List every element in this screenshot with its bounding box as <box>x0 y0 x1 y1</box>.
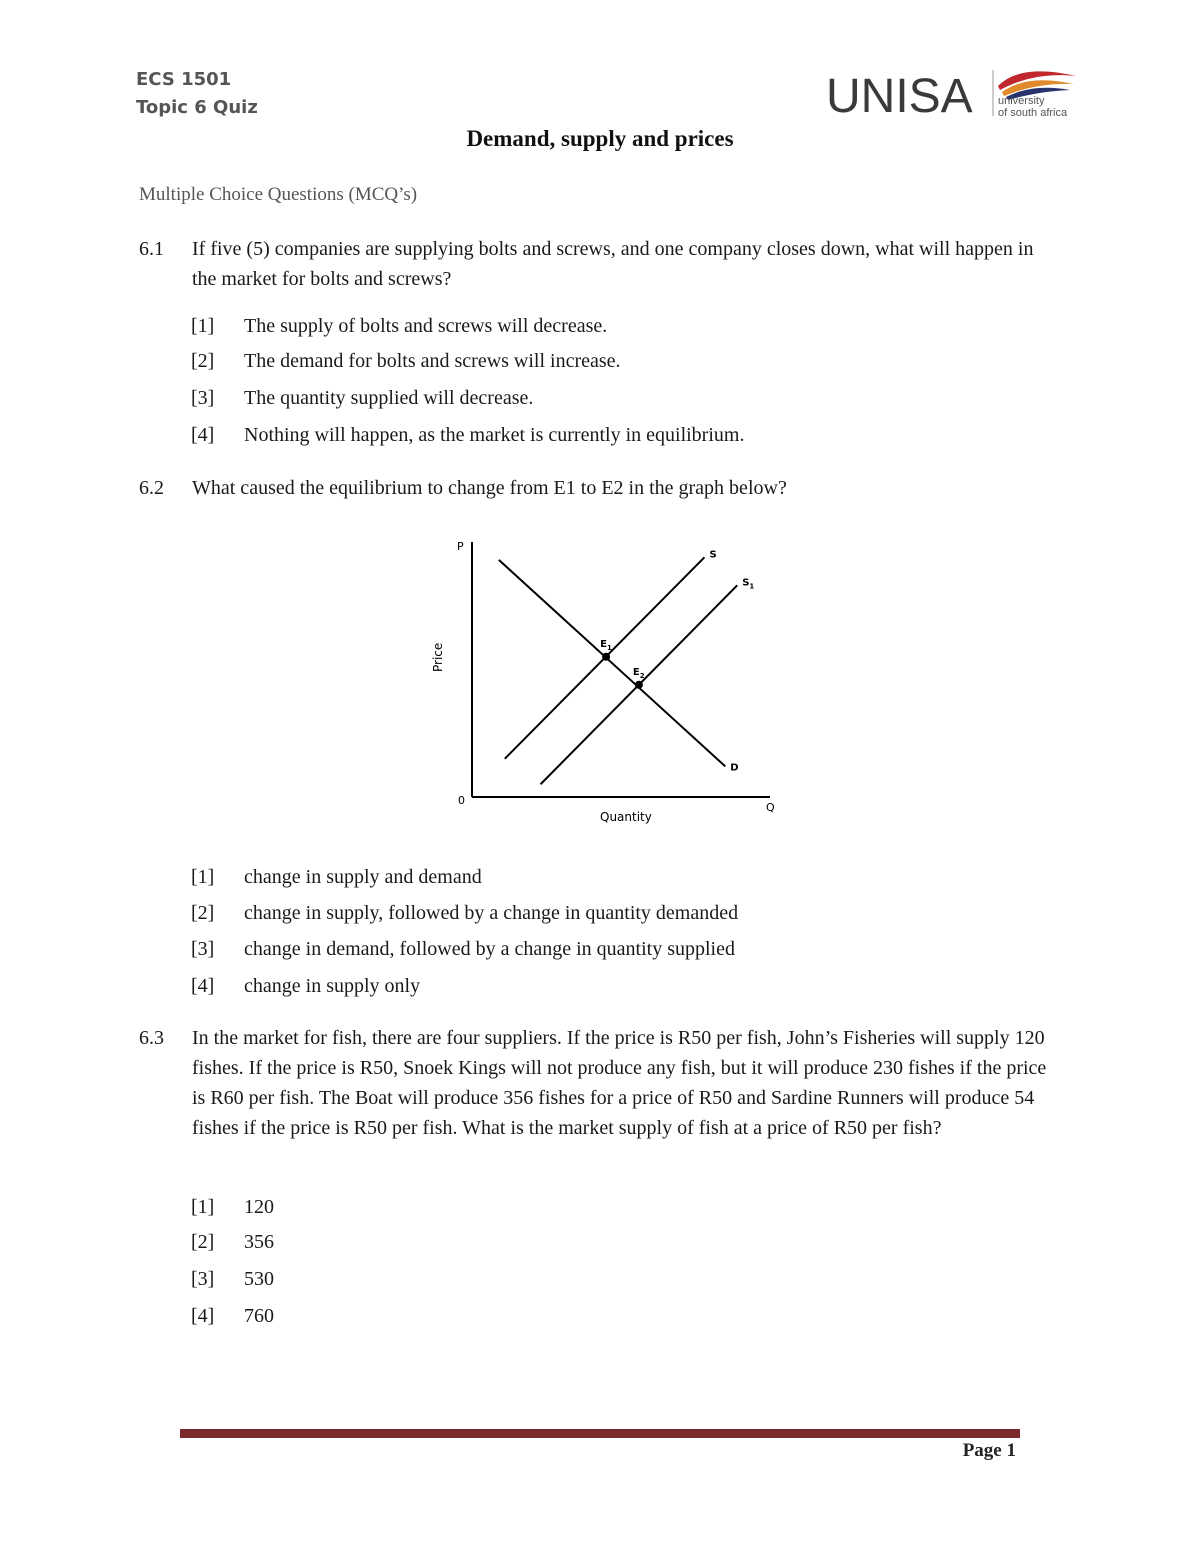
option-6-2-1 <box>191 862 482 892</box>
option-code: [3] <box>191 387 215 409</box>
question-text: In the market for fish, there are four suppliers. If the price is R50 per fish, John’s Fisheries will supply 120 fishes. If the price is R50, Snoek Kings will not produce any fish, but it will produce 230 fishes if the price is R60 per fish. The Boat will produce 356 fishes for a price of R50 and Sardine Runners will produce 54 fishes if the price is R50 per fish. What is the market supply of fish at a price of R50 per fish? <box>192 1027 1047 1139</box>
series-d-label: D <box>730 762 739 774</box>
option-code: [3] <box>191 938 215 960</box>
point-e1 <box>602 653 610 661</box>
option-text: Nothing will happen, as the market is currently in equilibrium. <box>244 424 745 446</box>
option-code: [2] <box>191 1231 215 1253</box>
option-code: [2] <box>191 350 215 372</box>
option-text: The quantity supplied will decrease. <box>244 387 534 409</box>
logo-wordmark: UNISA <box>826 70 973 120</box>
option-text: The demand for bolts and screws will increase. <box>244 350 621 372</box>
option-text: The supply of bolts and screws will decrease. <box>244 315 608 337</box>
option-code: [1] <box>191 1196 215 1218</box>
course-code: ECS 1501 <box>136 69 232 90</box>
option-6-3-4 <box>191 1301 274 1331</box>
x-axis-label: Quantity <box>600 810 652 824</box>
question-number: 6.3 <box>139 1027 164 1049</box>
page-title: Demand, supply and prices <box>466 126 734 151</box>
question-number: 6.2 <box>139 477 164 499</box>
option-6-1-3 <box>191 383 533 413</box>
question-number: 6.1 <box>139 238 164 260</box>
unisa-logo <box>826 64 1078 120</box>
series-d-line <box>499 560 725 767</box>
point-e2 <box>635 681 643 689</box>
option-text: 356 <box>244 1231 274 1253</box>
option-text: change in demand, followed by a change in quantity supplied <box>244 938 735 960</box>
option-text: change in supply only <box>244 975 421 997</box>
option-6-3-3 <box>191 1264 274 1294</box>
option-6-2-3 <box>191 934 735 964</box>
x-axis-letter: Q <box>766 801 775 814</box>
footer-rule <box>180 1429 1020 1438</box>
origin-label: 0 <box>458 794 465 807</box>
option-code: [4] <box>191 424 215 446</box>
point-e1-label: $E_1$ <box>600 638 612 652</box>
option-code: [1] <box>191 866 215 888</box>
quiz-name: Topic 6 Quiz <box>136 97 258 118</box>
option-code: [2] <box>191 902 215 924</box>
option-6-1-2 <box>191 346 621 376</box>
series-s-label: S <box>709 549 717 561</box>
option-code: [1] <box>191 315 215 337</box>
option-6-2-4 <box>191 971 420 1001</box>
option-6-1-1 <box>191 311 607 341</box>
option-text: change in supply, followed by a change in quantity demanded <box>244 902 739 924</box>
y-axis-label: Price <box>431 642 445 672</box>
question-text: What caused the equilibrium to change from E1 to E2 in the graph below? <box>192 477 787 499</box>
series-s1-label: $S_1$ <box>742 577 755 591</box>
point-e2-label: $E_2$ <box>632 666 645 680</box>
option-6-1-4 <box>191 420 744 450</box>
question-6-1 <box>139 234 1059 294</box>
page-number: Page 1 <box>962 1440 1016 1461</box>
option-text: 120 <box>244 1196 274 1218</box>
question-6-3 <box>139 1023 1059 1143</box>
option-code: [4] <box>191 975 215 997</box>
option-code: [3] <box>191 1268 215 1290</box>
option-text: 530 <box>244 1268 274 1290</box>
question-text: If five (5) companies are supplying bolts and screws, and one company closes down, what will happen in the market for bolts and screws? <box>192 238 1034 290</box>
option-text: 760 <box>244 1305 274 1327</box>
option-6-3-2 <box>191 1227 274 1257</box>
question-6-2 <box>139 473 1059 503</box>
logo-tagline-1: university <box>998 95 1045 107</box>
section-heading: Multiple Choice Questions (MCQ’s) <box>139 184 418 205</box>
option-6-2-2 <box>191 898 738 928</box>
course-header <box>136 66 258 122</box>
option-6-3-1 <box>191 1192 274 1222</box>
option-text: change in supply and demand <box>244 866 482 888</box>
supply-demand-chart <box>420 530 800 830</box>
y-axis-letter: P <box>457 540 464 553</box>
logo-tagline-2: of south africa <box>998 107 1068 119</box>
option-code: [4] <box>191 1305 215 1327</box>
